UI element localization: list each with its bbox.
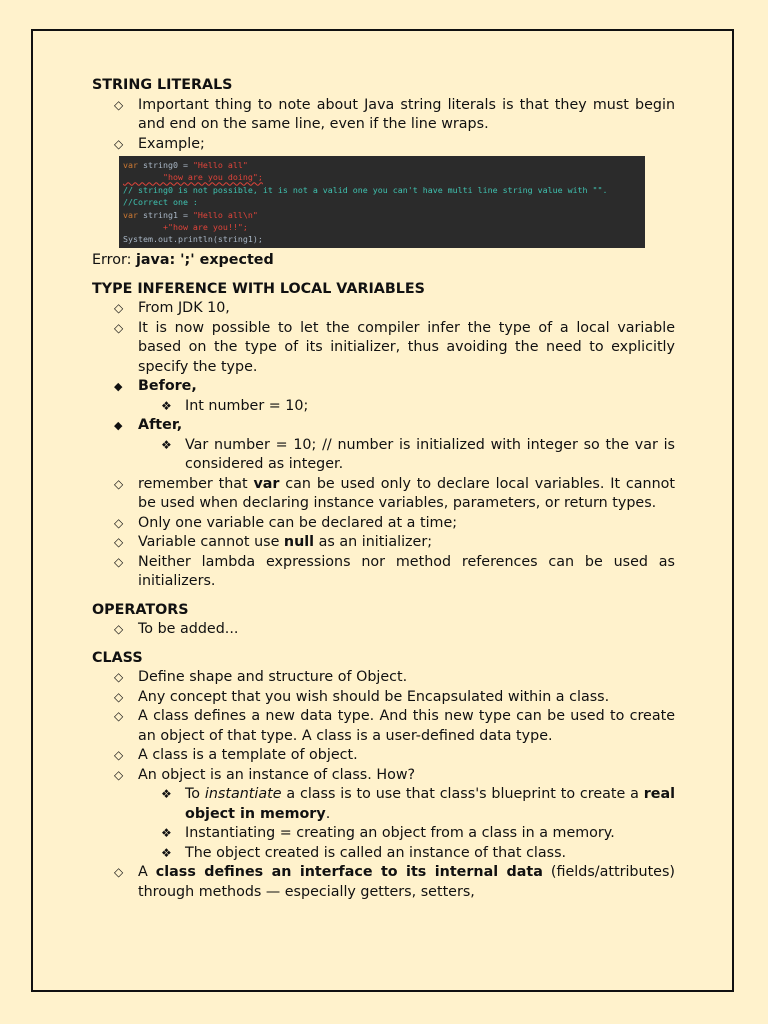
bold-span: var bbox=[253, 475, 280, 492]
list-item: ◇ Important thing to note about Java string literals is that they must begin and end on the same line, even if the line wraps. bbox=[92, 96, 675, 135]
error-label: Error: bbox=[92, 252, 136, 268]
list-item: ◇ To be added... bbox=[92, 620, 675, 640]
italic-span: instantiate bbox=[204, 786, 282, 802]
sub-list-item: ❖ The object created is called an instance of that class. bbox=[92, 844, 675, 864]
list-item: ◇ Example; bbox=[92, 135, 675, 155]
heading-string-literals: STRING LITERALS bbox=[92, 77, 233, 93]
code-string: "Hello all\n" bbox=[192, 209, 258, 220]
list-item-after: ◆ After, bbox=[92, 416, 675, 436]
list-item: ◇ Any concept that you wish should be Encapsulated within a class. bbox=[92, 688, 675, 708]
code-comment: //Correct one : bbox=[123, 197, 198, 208]
heading-operators: OPERATORS bbox=[92, 601, 189, 618]
list-item: ◇ Neither lambda expressions nor method references can be used as initializers. bbox=[92, 553, 675, 592]
operators-list bbox=[92, 620, 675, 640]
list-item bbox=[92, 863, 675, 902]
code-string: +"how are you!!"; bbox=[123, 222, 248, 233]
code-keyword: var bbox=[123, 160, 143, 170]
code-keyword: var bbox=[123, 209, 143, 220]
heading-class: CLASS bbox=[92, 649, 143, 666]
text-span: remember that bbox=[138, 475, 254, 492]
list-item: ◇ Define shape and structure of Object. bbox=[92, 668, 675, 688]
text-span: . bbox=[325, 805, 331, 822]
bold-span: class defines an interface to its internal data bbox=[155, 864, 543, 880]
list-item bbox=[92, 533, 675, 553]
sub-list-item bbox=[92, 785, 675, 824]
text-span: To bbox=[185, 786, 205, 802]
class-list bbox=[92, 668, 675, 902]
list-item bbox=[92, 475, 675, 514]
sub-list-item: ❖ Int number = 10; bbox=[92, 397, 675, 417]
error-line bbox=[92, 251, 675, 271]
list-item: ◇ An object is an instance of class. How? bbox=[92, 766, 675, 786]
type-inference-list bbox=[92, 299, 675, 592]
list-item: ◇ A class is a template of object. bbox=[92, 746, 675, 766]
bold-span: real object in memory bbox=[185, 786, 675, 822]
code-text: System.out.println(string1); bbox=[123, 234, 263, 245]
list-item: ◇ Only one variable can be declared at a time; bbox=[92, 514, 675, 534]
list-item-before: ◆ Before, bbox=[92, 377, 675, 397]
text-span: A bbox=[138, 864, 156, 880]
text-span: can be used only to declare local variables. It cannot be used when declaring instance variables, parameters, or return types. bbox=[138, 475, 675, 511]
text-span: Variable cannot use bbox=[138, 534, 284, 550]
code-text: string0 = bbox=[142, 160, 193, 170]
code-string: "how are you doing"; bbox=[123, 172, 263, 183]
bold-span: null bbox=[283, 534, 315, 550]
code-text: string1 = bbox=[142, 209, 193, 220]
list-item: ◇ From JDK 10, bbox=[92, 299, 675, 319]
code-comment: // string0 is not possible, it is not a valid one you can't have multi line string value with "". bbox=[123, 184, 608, 195]
document-body bbox=[92, 76, 675, 902]
string-literals-list bbox=[92, 96, 675, 155]
sub-list-item: ❖ Instantiating = creating an object from a class in a memory. bbox=[92, 824, 675, 844]
text-span: (fields/attributes) through methods — especially getters, setters, bbox=[138, 864, 675, 900]
list-item: ◇ It is now possible to let the compiler infer the type of a local variable based on the type of its initializer, thus avoiding the need to explicitly specify the type. bbox=[92, 319, 675, 378]
heading-type-inference: TYPE INFERENCE WITH LOCAL VARIABLES bbox=[92, 280, 425, 297]
error-value: java: ';' expected bbox=[135, 252, 274, 268]
text-span: a class is to use that class's blueprint to create a bbox=[281, 786, 644, 802]
text-span: as an initializer; bbox=[314, 534, 433, 550]
list-item: ◇ A class defines a new data type. And this new type can be used to create an object of that type. A class is a user-defined data type. bbox=[92, 707, 675, 746]
code-screenshot bbox=[119, 156, 645, 248]
sub-list-item: ❖ Var number = 10; // number is initialized with integer so the var is considered as integer. bbox=[92, 436, 675, 475]
code-string: "Hello all" bbox=[192, 160, 248, 170]
